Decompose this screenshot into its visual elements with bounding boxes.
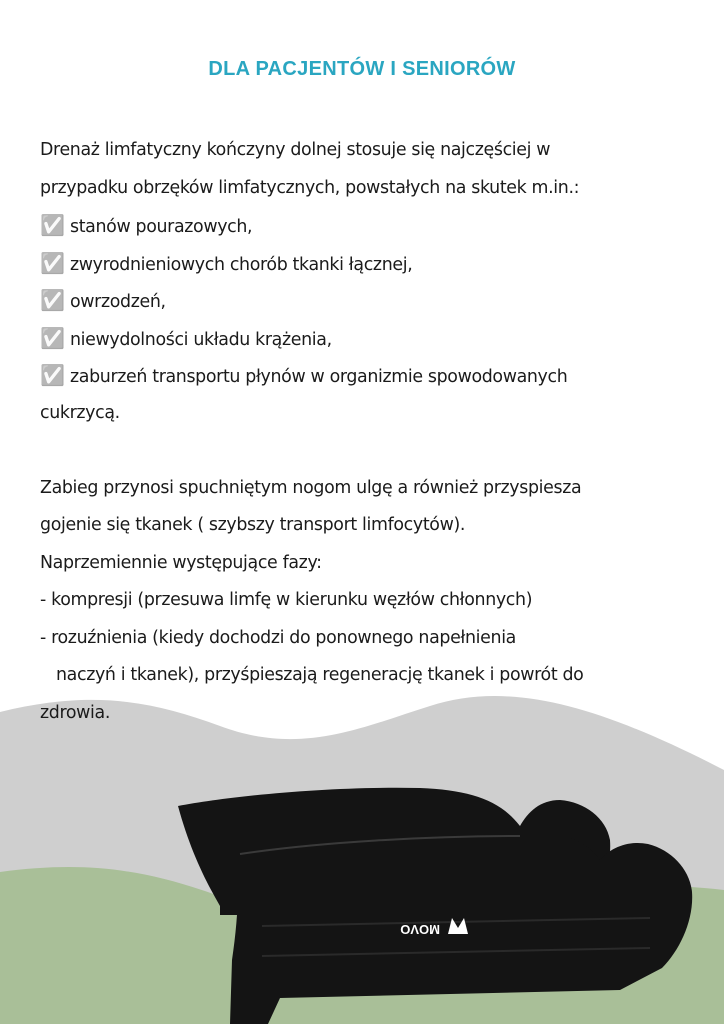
paragraph2-line-4: - kompresji (przesuwa limfę w kierunku węzłów chłonnych): [40, 590, 533, 610]
check-icon: ✅: [40, 250, 65, 275]
check-icon: ✅: [40, 213, 65, 237]
list-item-continuation: cukrzycą.: [40, 402, 120, 423]
check-icon: ✅: [40, 325, 65, 350]
list-item: [40, 320, 690, 358]
page-title: DLA PACJENTÓW I SENIORÓW: [208, 58, 516, 80]
body-text: [40, 132, 690, 732]
list-item-text: niewydolności układu krążenia,: [70, 329, 332, 350]
list-item-text: zaburzeń transportu płynów w organizmie spowodowanych: [70, 367, 568, 387]
paragraph2-line-6: naczyń i tkanek), przyśpieszają regenerację tkanek i powrót do: [56, 665, 584, 685]
list-item-text: stanów pourazowych,: [70, 217, 253, 237]
list-item: [40, 207, 690, 245]
paragraph2-line-2: gojenie się tkanek ( szybszy transport limfocytów).: [40, 515, 466, 535]
list-item: [40, 357, 690, 395]
paragraph2-line-5: - rozuźnienia (kiedy dochodzi do ponownego napełnienia: [40, 627, 516, 648]
list-item-text: zwyrodnieniowych chorób tkanki łącznej,: [70, 254, 413, 275]
paragraph2-line-3: Naprzemiennie występujące fazy:: [40, 552, 322, 573]
device-logo: [400, 922, 440, 937]
intro-line-1: Drenaż limfatyczny kończyny dolnej stosuje się najczęściej w: [40, 140, 551, 160]
paragraph2-line-1: Zabieg przynosi spuchniętym nogom ulgę a również przyspiesza: [40, 477, 582, 498]
list-item: [40, 245, 690, 283]
paragraph-gap: [40, 432, 690, 470]
list-item-text: owrzodzeń,: [70, 292, 166, 312]
paragraph2-line-7: zdrowia.: [40, 702, 111, 723]
intro-line-2: przypadku obrzęków limfatycznych, powstałych na skutek m.in.:: [40, 177, 580, 198]
list-item: [40, 282, 690, 320]
check-icon: ✅: [40, 288, 65, 312]
device-logo-text: MOVO: [400, 922, 440, 937]
check-icon: ✅: [40, 363, 65, 387]
